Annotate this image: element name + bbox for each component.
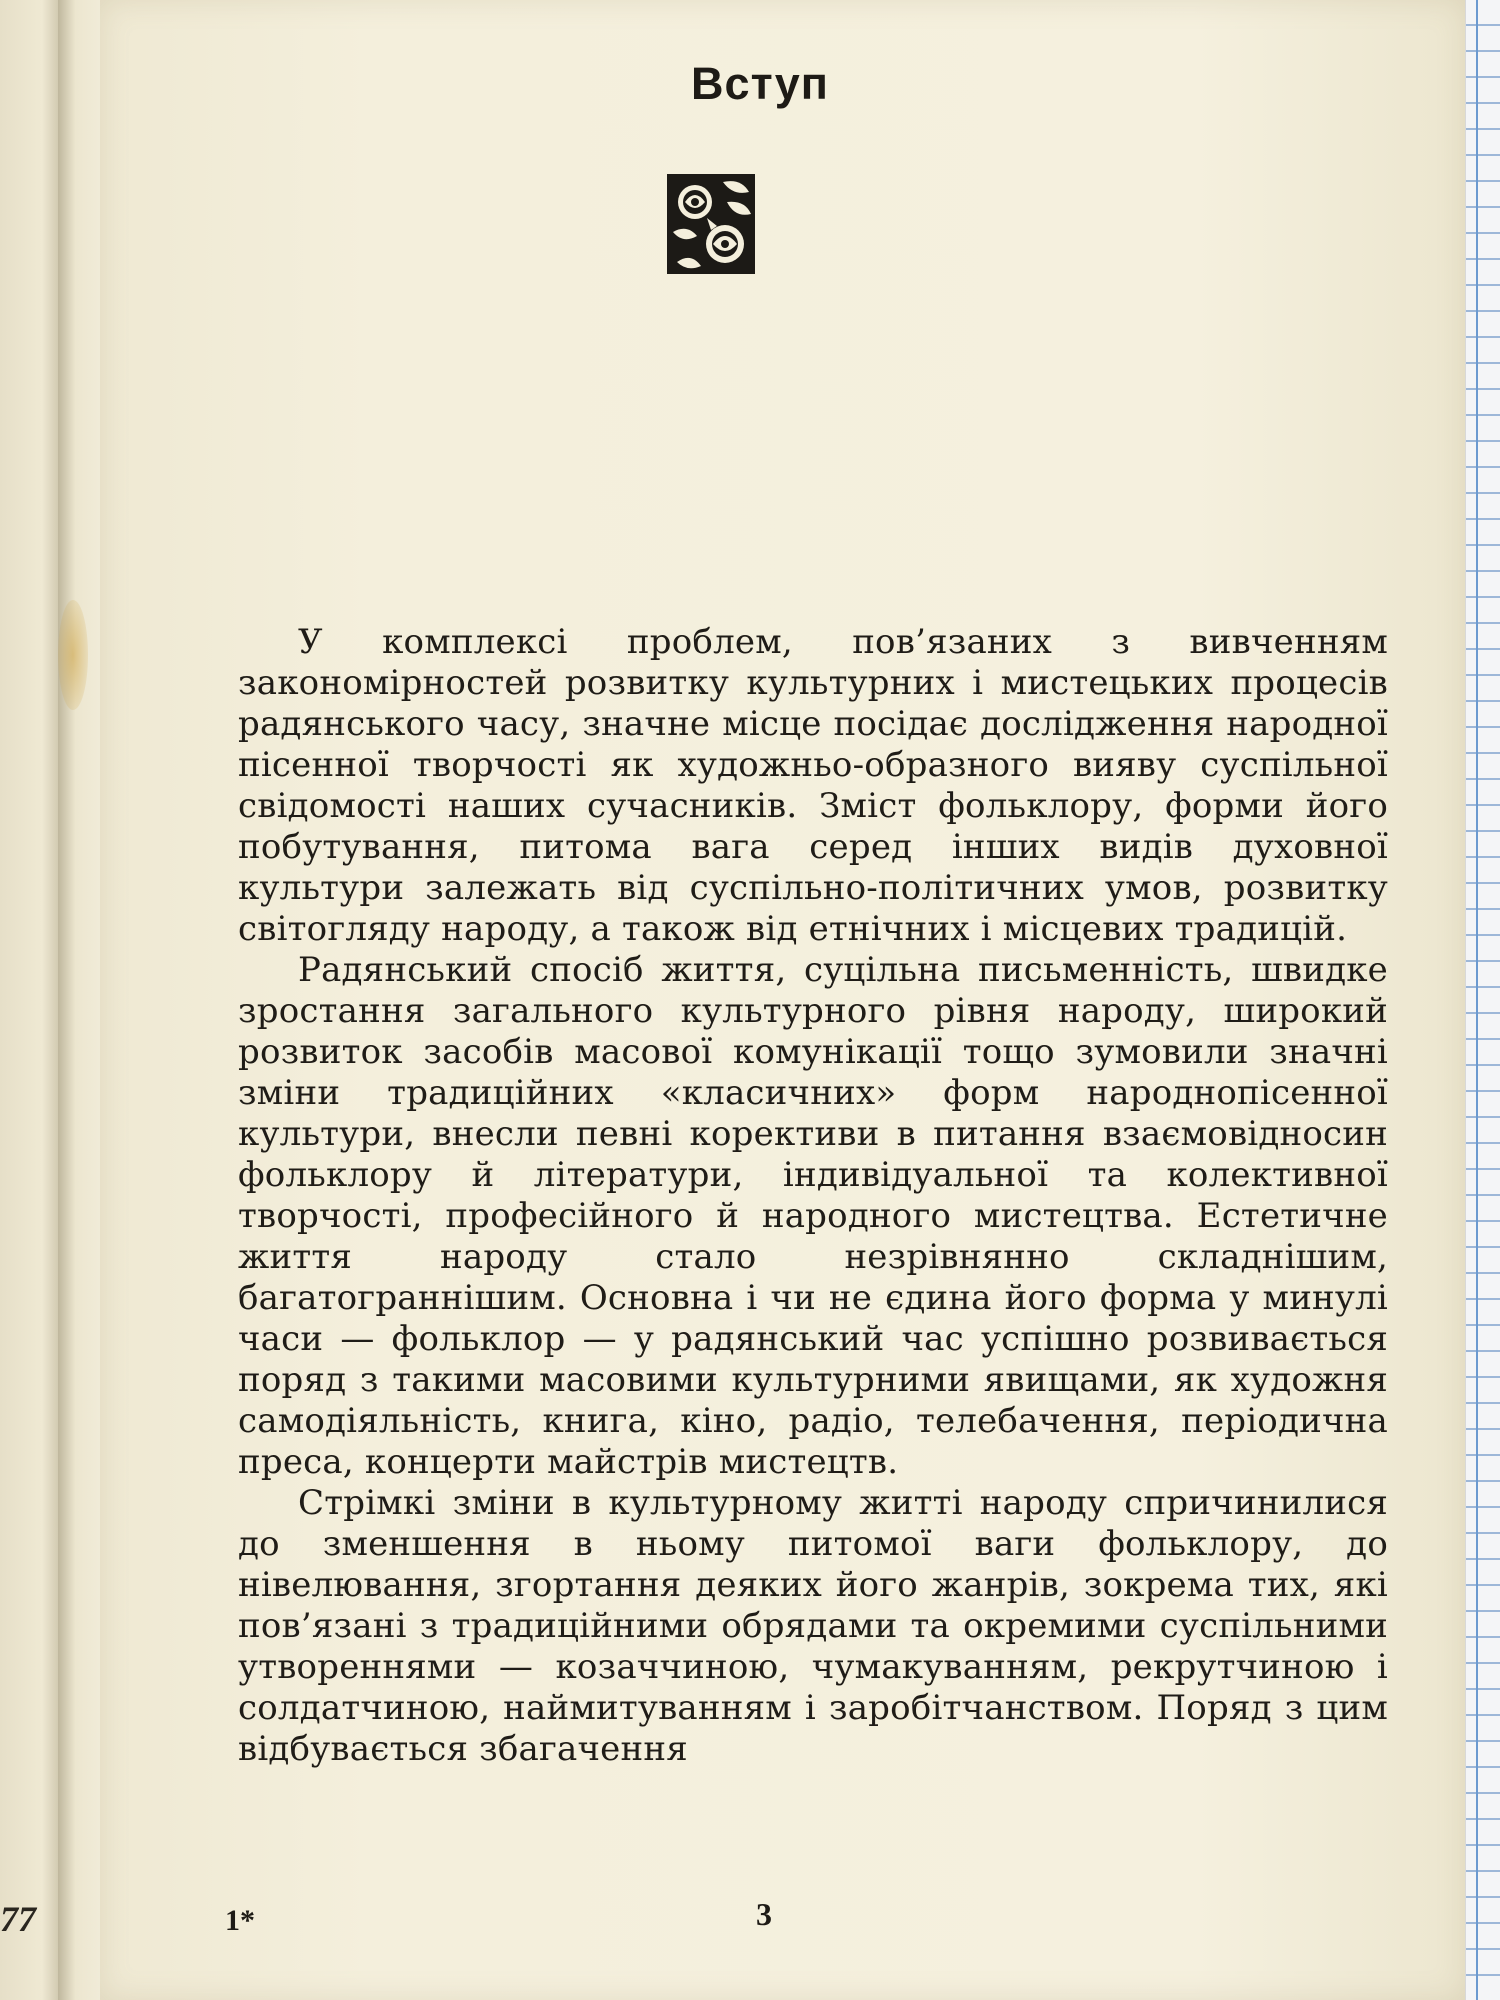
paragraph-3: Стрімкі зміни в культурному житті народу спричинилися до зменшення в ньому питомої ваги фольклору, до нівелювання, згортання деяких його жанрів, зокрема тих, які пов’язані з традиційними обрядами та окремими суспільними утвореннями — козаччиною, чумакуванням, рекрутчиною і солдатчиною, наймитуванням і заробітчанством. Поряд з цим відбувається збагачення: [238, 1483, 1388, 1769]
rose-flower-ornament-icon: [667, 174, 755, 274]
left-facing-page: [0, 0, 60, 2000]
left-page-number: 77: [0, 1899, 36, 1939]
paragraph-2: Радянський спосіб життя, суцільна письменність, швидке зростання загального культурного рівня народу, широкий розвиток засобів масової комунікації тощо зумовили значні зміни традиційних «класичних» форм народнопісенної культури, внесли певні корективи в питання взаємовідносин фольклору й літератури, індивідуальної та колективної творчості, професійного й народного мистецтва. Естетичне життя народу стало незрівнянно складнішим, багатограннішим. Основна і чи не єдина його форма у минулі часи — фольклор — у радянський час успішно розвивається поряд з такими масовими культурними явищами, як художня самодіяльність, книга, кіно, радіо, телебачення, періодична преса, концерти майстрів мистецтв.: [238, 950, 1388, 1482]
page-number: 3: [756, 1896, 772, 1932]
signature-mark: 1*: [225, 1904, 255, 1937]
grid-paper-strip: [1465, 0, 1500, 2000]
main-text: [238, 622, 1388, 1770]
paragraph-1: У комплексі проблем, пов’язаних з вивченням закономірностей розвитку культурних і мистецьких процесів радянського часу, значне місце посідає дослідження народної пісенної творчості як художньо-образного вияву суспільної свідомості наших сучасників. Зміст фольклору, форми його побутування, питома вага серед інших видів духовної культури залежать від суспільно-політичних умов, розвитку світогляду народу, а також від етнічних і місцевих традицій.: [238, 622, 1388, 949]
page-title: Вступ: [691, 58, 829, 109]
book-page: [100, 0, 1466, 2000]
paper-stain: [58, 600, 88, 710]
